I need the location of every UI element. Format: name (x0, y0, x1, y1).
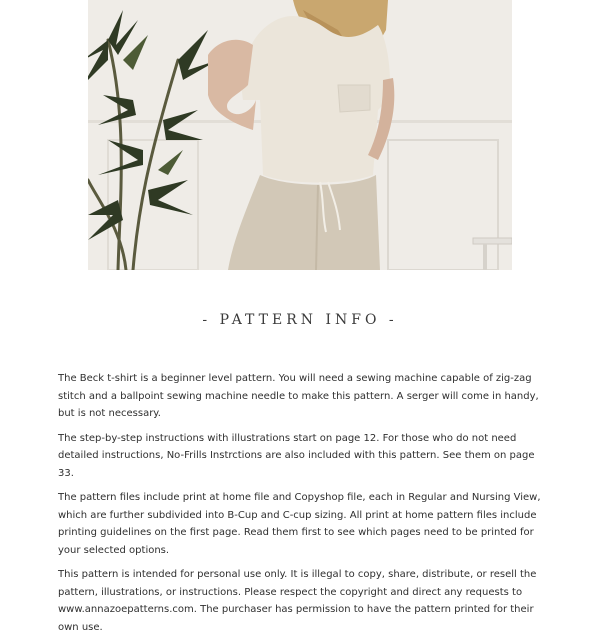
photo-illustration (88, 0, 512, 270)
paragraph-pattern-files: The pattern files include print at home file and Copyshop file, each in Regular and Nursing View, which are further subdivided into B-Cup and C-cup sizing. All print at home pattern files include printing guidelines on the first page. Read them first to see which pages need to be printed for your selected options. (58, 492, 541, 556)
section-heading: - PATTERN INFO - (202, 312, 398, 328)
paragraph-level: The Beck t-shirt is a beginner level pattern. You will need a sewing machine capable of zig-zag stitch and a ballpoint sewing machine needle to make this pattern. A serger will come in handy, but is not necessary. (58, 373, 539, 419)
pattern-info-body (58, 370, 542, 643)
hero-photo (88, 0, 512, 270)
paragraph-instructions: The step-by-step instructions with illustrations start on page 12. For those who do not need detailed instructions, No-Frills Instrctions are also included with this pattern. See them on page 33. (58, 432, 535, 479)
paragraph-copyright: This pattern is intended for personal use only. It is illegal to copy, share, distribute, or resell the pattern, illustrations, or instructions. Please respect the copyright and direct any requests to www.annazoepatterns.com. The purchaser has permission to have the pattern printed for their own use. (58, 569, 537, 633)
